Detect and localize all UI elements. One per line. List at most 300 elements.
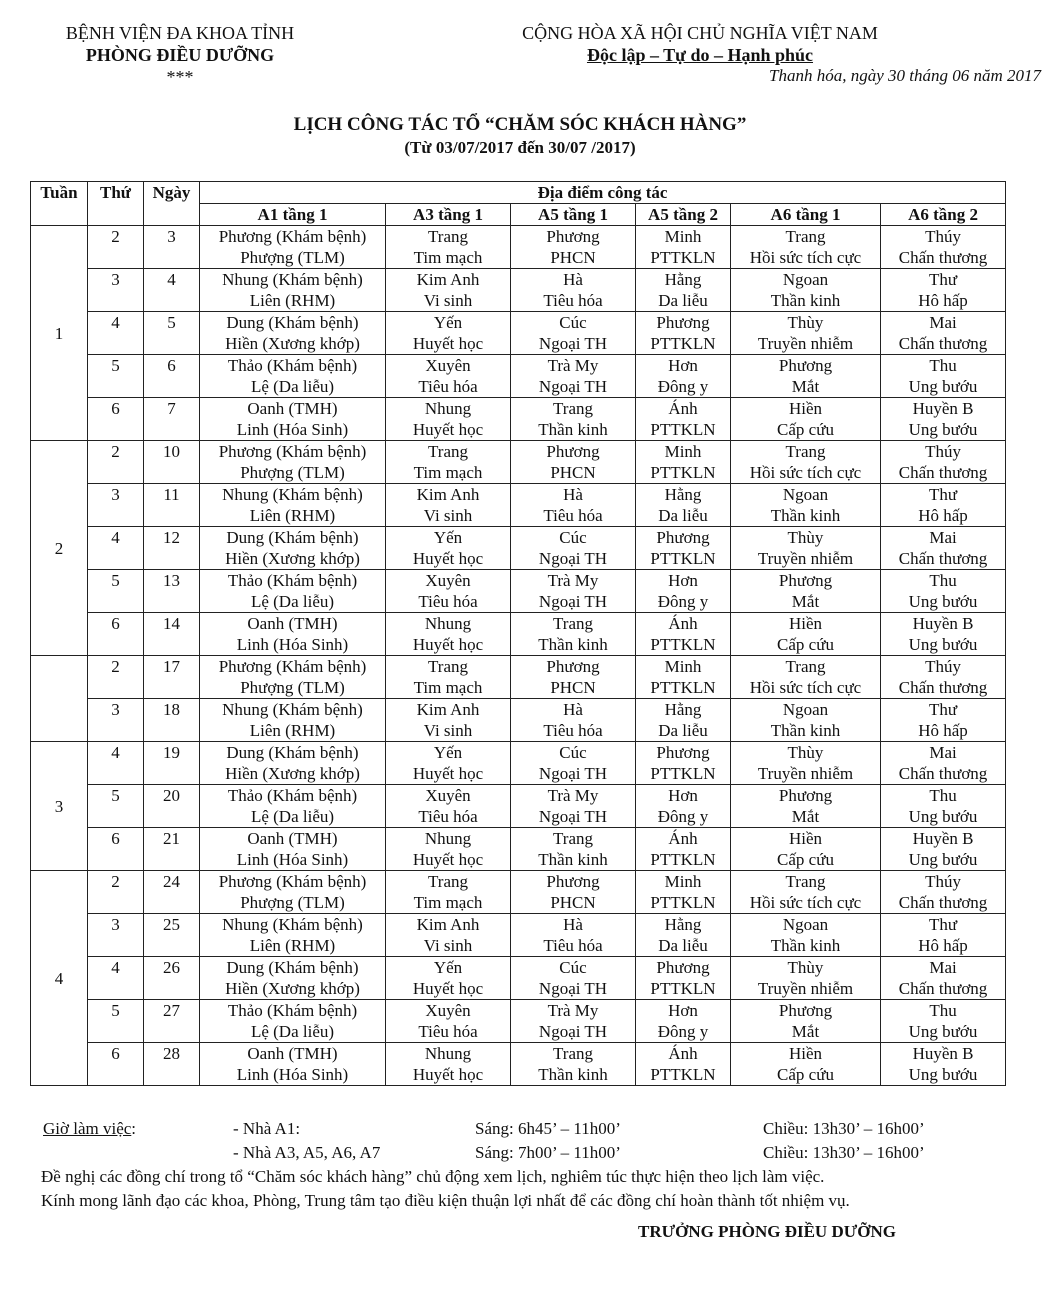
table-row xyxy=(31,1043,1006,1086)
table-row xyxy=(31,699,1006,742)
hours-label: Giờ làm việc xyxy=(43,1119,132,1138)
department-name: Phượng (TLM) xyxy=(240,678,345,697)
assignment-cell xyxy=(200,312,386,355)
assignment-cell xyxy=(881,1043,1006,1086)
assignment-cell xyxy=(731,269,881,312)
header-location-a5-f1: A5 tầng 1 xyxy=(511,204,636,226)
department-name: Cấp cứu xyxy=(777,1065,834,1084)
staff-name: Nhung xyxy=(424,1044,472,1063)
table-row xyxy=(31,785,1006,828)
assignment-cell xyxy=(881,871,1006,914)
hours-morning: Sáng: 7h00’ – 11h00’ xyxy=(475,1143,621,1162)
staff-name: Phương xyxy=(778,1001,833,1020)
schedule-body xyxy=(31,226,1006,1086)
department-name: PTTKLN xyxy=(650,850,716,869)
department-name: Vi sinh xyxy=(423,936,473,955)
assignment-cell xyxy=(200,226,386,269)
department-name: Chấn thương xyxy=(898,979,988,998)
assignment-cell xyxy=(386,699,511,742)
assignment-cell xyxy=(731,226,881,269)
assignment-cell xyxy=(881,355,1006,398)
department-name: Linh (Hóa Sinh) xyxy=(236,420,349,439)
date-cell: 17 xyxy=(144,656,200,699)
staff-name: Phương xyxy=(656,313,710,332)
staff-name: Hà xyxy=(563,485,583,504)
department-name: Mắt xyxy=(791,807,820,826)
assignment-cell xyxy=(200,613,386,656)
staff-name: Nhung xyxy=(424,829,472,848)
assignment-cell xyxy=(731,871,881,914)
assignment-cell xyxy=(881,312,1006,355)
department-name: PTTKLN xyxy=(650,549,716,568)
date-cell: 28 xyxy=(144,1043,200,1086)
department-name: Ung bướu xyxy=(908,807,978,826)
assignment-cell xyxy=(511,570,636,613)
day-cell: 6 xyxy=(88,398,144,441)
staff-name: Hiền xyxy=(788,829,823,848)
staff-name: Phương xyxy=(778,571,833,590)
header-location-a1-f1: A1 tầng 1 xyxy=(200,204,386,226)
staff-name: Hằng xyxy=(664,700,702,719)
staff-name: Yến xyxy=(433,528,463,547)
assignment-cell xyxy=(731,1043,881,1086)
staff-name: Dung (Khám bệnh) xyxy=(226,313,359,332)
department-name: Liên (RHM) xyxy=(249,506,336,525)
assignment-cell xyxy=(200,957,386,1000)
issuer-hospital: BỆNH VIỆN ĐA KHOA TỈNH xyxy=(65,23,295,43)
table-row xyxy=(31,527,1006,570)
department-name: Tiêu hóa xyxy=(543,291,603,310)
staff-name: Nhung (Khám bệnh) xyxy=(222,700,363,719)
date-cell: 26 xyxy=(144,957,200,1000)
assignment-cell xyxy=(881,441,1006,484)
department-name: PTTKLN xyxy=(650,1065,716,1084)
header-location-a3-f1: A3 tầng 1 xyxy=(386,204,511,226)
staff-name: Dung (Khám bệnh) xyxy=(226,958,359,977)
staff-name: Phương xyxy=(656,743,710,762)
staff-name: Ngoan xyxy=(782,700,829,719)
department-name: Huyết học xyxy=(412,1065,484,1084)
staff-name: Thu xyxy=(929,1001,957,1020)
department-name: Tiêu hóa xyxy=(418,377,478,396)
department-name: Truyền nhiễm xyxy=(757,979,854,998)
staff-name: Dung (Khám bệnh) xyxy=(226,743,359,762)
assignment-cell xyxy=(386,398,511,441)
hours-morning: Sáng: 6h45’ – 11h00’ xyxy=(475,1119,621,1138)
staff-name: Hà xyxy=(563,700,583,719)
day-cell: 5 xyxy=(88,570,144,613)
assignment-cell xyxy=(731,828,881,871)
staff-name: Cúc xyxy=(559,528,587,547)
staff-name: Ngoan xyxy=(782,270,829,289)
department-name: Tiêu hóa xyxy=(543,721,603,740)
hours-row xyxy=(43,1141,1033,1165)
staff-name: Thúy xyxy=(925,442,961,461)
department-name: Hô hấp xyxy=(918,291,968,310)
department-name: Hồi sức tích cực xyxy=(749,678,862,697)
staff-name: Trang xyxy=(553,1044,593,1063)
department-name: Chấn thương xyxy=(898,678,988,697)
assignment-cell xyxy=(200,355,386,398)
assignment-cell xyxy=(200,441,386,484)
assignment-cell xyxy=(200,570,386,613)
department-name: Linh (Hóa Sinh) xyxy=(236,635,349,654)
table-row xyxy=(31,1000,1006,1043)
date-cell: 12 xyxy=(144,527,200,570)
assignment-cell xyxy=(881,613,1006,656)
department-name: Cấp cứu xyxy=(777,420,834,439)
date-cell: 11 xyxy=(144,484,200,527)
day-cell: 4 xyxy=(88,312,144,355)
assignment-cell xyxy=(636,613,731,656)
department-name: Thần kinh xyxy=(770,936,841,955)
table-row xyxy=(31,871,1006,914)
department-name: Da liễu xyxy=(658,506,708,525)
staff-name: Thư xyxy=(928,700,958,719)
department-name: Linh (Hóa Sinh) xyxy=(236,850,349,869)
department-name: Ung bướu xyxy=(908,1065,978,1084)
assignment-cell xyxy=(386,613,511,656)
table-row xyxy=(31,828,1006,871)
assignment-cell xyxy=(731,441,881,484)
staff-name: Thư xyxy=(928,485,958,504)
assignment-cell xyxy=(386,269,511,312)
assignment-cell xyxy=(386,828,511,871)
table-row xyxy=(31,441,1006,484)
staff-name: Cúc xyxy=(559,743,587,762)
staff-name: Ánh xyxy=(668,1044,698,1063)
department-name: Hô hấp xyxy=(918,721,968,740)
staff-name: Nhung xyxy=(424,399,472,418)
assignment-cell xyxy=(386,785,511,828)
assignment-cell xyxy=(511,441,636,484)
department-name: Hồi sức tích cực xyxy=(749,893,862,912)
department-name: Liên (RHM) xyxy=(249,936,336,955)
table-row xyxy=(31,355,1006,398)
department-name: Ngoại TH xyxy=(538,807,608,826)
day-cell: 4 xyxy=(88,957,144,1000)
assignment-cell xyxy=(731,785,881,828)
table-row xyxy=(31,484,1006,527)
department-name: PHCN xyxy=(550,248,596,267)
department-name: Mắt xyxy=(791,592,820,611)
department-name: Ung bướu xyxy=(908,420,978,439)
assignment-cell xyxy=(731,1000,881,1043)
staff-name: Hơn xyxy=(668,786,698,805)
staff-name: Mai xyxy=(929,528,957,547)
assignment-cell xyxy=(200,269,386,312)
table-row xyxy=(31,957,1006,1000)
assignment-cell xyxy=(511,398,636,441)
staff-name: Ngoan xyxy=(782,915,829,934)
week-cell: 4 xyxy=(31,871,88,1086)
day-cell: 4 xyxy=(88,527,144,570)
issuer-department: PHÒNG ĐIỀU DƯỠNG xyxy=(85,45,275,65)
department-name: PTTKLN xyxy=(650,248,716,267)
staff-name: Phương (Khám bệnh) xyxy=(218,227,367,246)
staff-name: Ánh xyxy=(668,829,698,848)
signature-title: TRƯỞNG PHÒNG ĐIỀU DƯỠNG xyxy=(638,1222,896,1241)
staff-name: Oanh (TMH) xyxy=(247,399,338,418)
department-name: Vi sinh xyxy=(423,721,473,740)
staff-name: Xuyên xyxy=(425,1001,471,1020)
assignment-cell xyxy=(636,312,731,355)
department-name: Hiền (Xương khớp) xyxy=(225,549,360,568)
staff-name: Minh xyxy=(664,872,702,891)
staff-name: Trang xyxy=(553,614,593,633)
staff-name: Mai xyxy=(929,958,957,977)
header-location-a6-f1: A6 tầng 1 xyxy=(731,204,881,226)
assignment-cell xyxy=(386,1043,511,1086)
assignment-cell xyxy=(731,914,881,957)
department-name: Vi sinh xyxy=(423,291,473,310)
staff-name: Thu xyxy=(929,356,957,375)
assignment-cell xyxy=(511,355,636,398)
document-subtitle: (Từ 03/07/2017 đến 30/07 /2017) xyxy=(404,138,636,157)
department-name: PTTKLN xyxy=(650,979,716,998)
assignment-cell xyxy=(731,312,881,355)
hours-afternoon: Chiều: 13h30’ – 16h00’ xyxy=(763,1143,925,1162)
assignment-cell xyxy=(636,699,731,742)
hours-afternoon: Chiều: 13h30’ – 16h00’ xyxy=(763,1119,925,1138)
staff-name: Phương xyxy=(778,356,833,375)
staff-name: Xuyên xyxy=(425,356,471,375)
staff-name: Nhung xyxy=(424,614,472,633)
day-cell: 6 xyxy=(88,1043,144,1086)
assignment-cell xyxy=(731,957,881,1000)
assignment-cell xyxy=(200,699,386,742)
staff-name: Huyền B xyxy=(912,399,974,418)
staff-name: Minh xyxy=(664,442,702,461)
date-cell: 5 xyxy=(144,312,200,355)
department-name: PTTKLN xyxy=(650,678,716,697)
assignment-cell xyxy=(200,742,386,785)
department-name: Liên (RHM) xyxy=(249,291,336,310)
department-name: Hô hấp xyxy=(918,936,968,955)
department-name: Da liễu xyxy=(658,721,708,740)
staff-name: Oanh (TMH) xyxy=(247,829,338,848)
department-name: Tiêu hóa xyxy=(543,506,603,525)
staff-name: Thu xyxy=(929,571,957,590)
department-name: Mắt xyxy=(791,1022,820,1041)
department-name: Lệ (Da liễu) xyxy=(250,377,335,396)
header-week: Tuần xyxy=(31,182,88,226)
document-title: LỊCH CÔNG TÁC TỔ “CHĂM SÓC KHÁCH HÀNG” xyxy=(293,114,747,135)
department-name: PHCN xyxy=(550,678,596,697)
date-cell: 18 xyxy=(144,699,200,742)
table-row xyxy=(31,742,1006,785)
assignment-cell xyxy=(881,226,1006,269)
department-name: Mắt xyxy=(791,377,820,396)
staff-name: Trà My xyxy=(547,786,599,805)
staff-name: Minh xyxy=(664,227,702,246)
schedule-table xyxy=(30,181,1006,1086)
department-name: Thần kinh xyxy=(770,721,841,740)
staff-name: Oanh (TMH) xyxy=(247,1044,338,1063)
table-row xyxy=(31,570,1006,613)
department-name: Thần kinh xyxy=(538,1065,608,1084)
staff-name: Phương xyxy=(546,442,600,461)
hours-place: - Nhà A1: xyxy=(233,1119,301,1138)
date-cell: 25 xyxy=(144,914,200,957)
assignment-cell xyxy=(636,742,731,785)
date-cell: 19 xyxy=(144,742,200,785)
assignment-cell xyxy=(511,656,636,699)
day-cell: 3 xyxy=(88,914,144,957)
department-name: Ngoại TH xyxy=(538,764,608,783)
staff-name: Thảo (Khám bệnh) xyxy=(227,356,358,375)
assignment-cell xyxy=(511,226,636,269)
assignment-cell xyxy=(731,527,881,570)
day-cell: 5 xyxy=(88,785,144,828)
staff-name: Hơn xyxy=(668,571,698,590)
staff-name: Xuyên xyxy=(425,571,471,590)
department-name: Thần kinh xyxy=(770,506,841,525)
staff-name: Thúy xyxy=(925,872,961,891)
table-row xyxy=(31,226,1006,269)
date-cell: 21 xyxy=(144,828,200,871)
assignment-cell xyxy=(200,1000,386,1043)
footer-note-2: Kính mong lãnh đạo các khoa, Phòng, Trung tâm tạo điều kiện thuận lợi nhất để các đồng chí hoàn thành tốt nhiệm vụ. xyxy=(41,1191,850,1210)
department-name: Tiêu hóa xyxy=(418,807,478,826)
header-location-a6-f2: A6 tầng 2 xyxy=(881,204,1006,226)
table-row xyxy=(31,398,1006,441)
staff-name: Thùy xyxy=(787,743,824,762)
staff-name: Phương xyxy=(546,657,600,676)
day-cell: 2 xyxy=(88,871,144,914)
staff-name: Hiền xyxy=(788,614,823,633)
day-cell: 3 xyxy=(88,269,144,312)
day-cell: 4 xyxy=(88,742,144,785)
staff-name: Thùy xyxy=(787,313,824,332)
assignment-cell xyxy=(881,484,1006,527)
department-name: Huyết học xyxy=(412,979,484,998)
department-name: Huyết học xyxy=(412,334,484,353)
staff-name: Thảo (Khám bệnh) xyxy=(227,786,358,805)
day-cell: 5 xyxy=(88,1000,144,1043)
assignment-cell xyxy=(881,699,1006,742)
department-name: Ung bướu xyxy=(908,850,978,869)
staff-name: Thúy xyxy=(925,227,961,246)
assignment-cell xyxy=(386,527,511,570)
date-cell: 13 xyxy=(144,570,200,613)
staff-name: Mai xyxy=(929,313,957,332)
assignment-cell xyxy=(881,656,1006,699)
staff-name: Phương (Khám bệnh) xyxy=(218,442,367,461)
header-day: Thứ xyxy=(88,182,144,226)
assignment-cell xyxy=(511,871,636,914)
department-name: Chấn thương xyxy=(898,893,988,912)
staff-name: Thúy xyxy=(925,657,961,676)
staff-name: Thư xyxy=(928,915,958,934)
assignment-cell xyxy=(511,613,636,656)
department-name: Tim mạch xyxy=(413,893,483,912)
department-name: Đông y xyxy=(657,592,709,611)
assignment-cell xyxy=(200,871,386,914)
staff-name: Minh xyxy=(664,657,702,676)
date-cell: 4 xyxy=(144,269,200,312)
department-name: Ngoại TH xyxy=(538,592,608,611)
department-name: Hiền (Xương khớp) xyxy=(225,334,360,353)
nation-block xyxy=(490,22,910,66)
staff-name: Nhung (Khám bệnh) xyxy=(222,485,363,504)
hours-row xyxy=(43,1117,1033,1141)
assignment-cell xyxy=(731,699,881,742)
assignment-cell xyxy=(731,484,881,527)
staff-name: Thảo (Khám bệnh) xyxy=(227,1001,358,1020)
department-name: Đông y xyxy=(657,1022,709,1041)
assignment-cell xyxy=(881,742,1006,785)
assignment-cell xyxy=(636,269,731,312)
department-name: Phượng (TLM) xyxy=(240,893,345,912)
assignment-cell xyxy=(636,957,731,1000)
department-name: Hiền (Xương khớp) xyxy=(225,764,360,783)
staff-name: Phương xyxy=(656,958,710,977)
staff-name: Hằng xyxy=(664,270,702,289)
department-name: Ngoại TH xyxy=(538,979,608,998)
date-cell: 6 xyxy=(144,355,200,398)
department-name: Ung bướu xyxy=(908,377,978,396)
staff-name: Phương (Khám bệnh) xyxy=(218,657,367,676)
department-name: Vi sinh xyxy=(423,506,473,525)
staff-name: Hiền xyxy=(788,399,823,418)
assignment-cell xyxy=(511,312,636,355)
assignment-cell xyxy=(386,957,511,1000)
staff-name: Yến xyxy=(433,313,463,332)
assignment-cell xyxy=(636,226,731,269)
department-name: Chấn thương xyxy=(898,463,988,482)
staff-name: Trang xyxy=(428,442,468,461)
staff-name: Hà xyxy=(563,915,583,934)
department-name: Chấn thương xyxy=(898,334,988,353)
assignment-cell xyxy=(511,785,636,828)
department-name: Huyết học xyxy=(412,420,484,439)
day-cell: 3 xyxy=(88,484,144,527)
department-name: Hồi sức tích cực xyxy=(749,463,862,482)
assignment-cell xyxy=(386,484,511,527)
staff-name: Thùy xyxy=(787,528,824,547)
staff-name: Dung (Khám bệnh) xyxy=(226,528,359,547)
department-name: Linh (Hóa Sinh) xyxy=(236,1065,349,1084)
department-name: PHCN xyxy=(550,893,596,912)
staff-name: Trang xyxy=(428,657,468,676)
assignment-cell xyxy=(636,484,731,527)
assignment-cell xyxy=(200,656,386,699)
assignment-cell xyxy=(731,570,881,613)
assignment-cell xyxy=(511,828,636,871)
department-name: Huyết học xyxy=(412,850,484,869)
day-cell: 6 xyxy=(88,613,144,656)
assignment-cell xyxy=(636,828,731,871)
assignment-cell xyxy=(731,355,881,398)
footer-note-1: Đề nghị các đồng chí trong tổ “Chăm sóc khách hàng” chủ động xem lịch, nghiêm túc thực hiện theo lịch làm việc. xyxy=(41,1167,825,1186)
assignment-cell xyxy=(881,914,1006,957)
assignment-cell xyxy=(636,527,731,570)
assignment-cell xyxy=(881,957,1006,1000)
staff-name: Kim Anh xyxy=(416,270,480,289)
staff-name: Yến xyxy=(433,743,463,762)
assignment-cell xyxy=(386,441,511,484)
nation-motto: Độc lập – Tự do – Hạnh phúc xyxy=(586,45,814,65)
assignment-cell xyxy=(511,957,636,1000)
date-cell: 3 xyxy=(144,226,200,269)
assignment-cell xyxy=(200,398,386,441)
staff-name: Phương xyxy=(656,528,710,547)
assignment-cell xyxy=(511,484,636,527)
department-name: Lệ (Da liễu) xyxy=(250,1022,335,1041)
nation-title: CỘNG HÒA XÃ HỘI CHỦ NGHĨA VIỆT NAM xyxy=(522,23,878,43)
staff-name: Trang xyxy=(785,442,826,461)
